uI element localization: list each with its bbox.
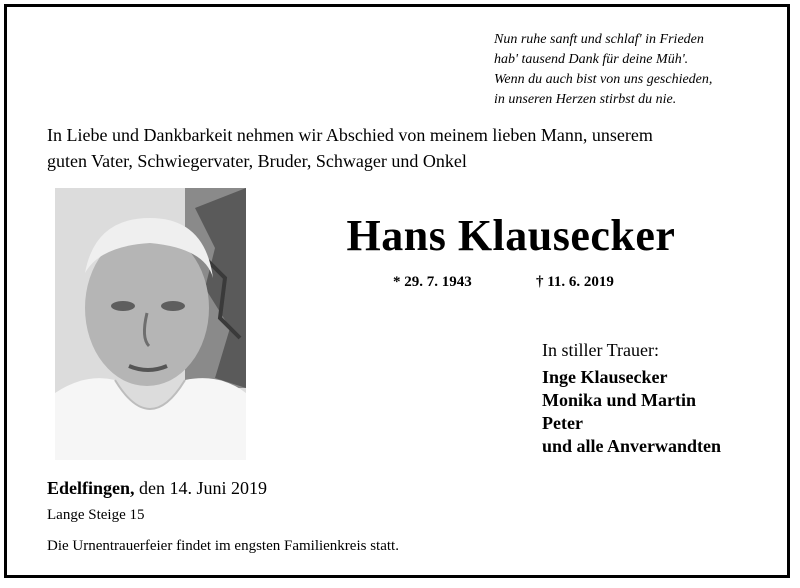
memorial-poem <box>494 30 784 110</box>
mourners-label: In stiller Trauer: <box>542 340 659 360</box>
place-name: Edelfingen, <box>47 478 135 498</box>
funeral-note: Die Urnentrauerfeier findet im engsten Familienkreis statt. <box>47 538 399 554</box>
intro-line: guten Vater, Schwiegervater, Bruder, Schwager und Onkel <box>47 151 467 171</box>
deceased-name: Hans Klausecker <box>346 211 676 260</box>
portrait-photo <box>55 188 246 460</box>
intro-line: In Liebe und Dankbarkeit nehmen wir Abschied von meinem lieben Mann, unserem <box>47 125 653 145</box>
mourner-name: Monika und Martin <box>542 390 697 410</box>
mourners-list <box>542 366 721 458</box>
mourner-name: Inge Klausecker <box>542 367 668 387</box>
death-date: † 11. 6. 2019 <box>536 274 614 290</box>
poem-line: Nun ruhe sanft und schlaf' in Frieden <box>494 32 704 47</box>
street-address: Lange Steige 15 <box>47 507 145 523</box>
mourner-name: und alle Anverwandten <box>542 436 722 456</box>
intro-text <box>47 122 767 174</box>
poem-line: hab' tausend Dank für deine Müh'. <box>494 52 689 67</box>
mourner-name: Peter <box>542 413 583 433</box>
portrait-image <box>55 188 246 460</box>
poem-line: in unseren Herzen stirbst du nie. <box>494 92 677 107</box>
birth-date: * 29. 7. 1943 <box>393 274 472 290</box>
notice-date: den 14. Juni 2019 <box>134 478 268 498</box>
place-and-date <box>47 478 267 499</box>
poem-line: Wenn du auch bist von uns geschieden, <box>494 72 713 87</box>
